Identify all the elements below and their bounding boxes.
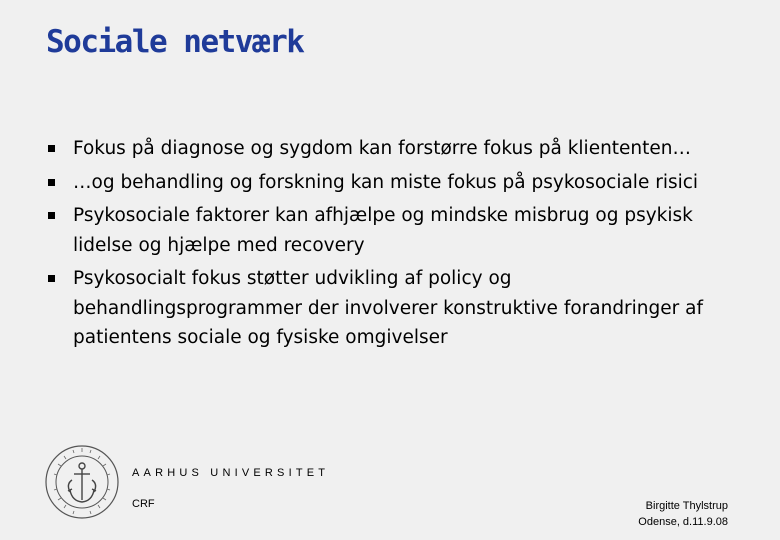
bullet-item [46, 168, 746, 198]
square-bullet-icon [48, 179, 55, 186]
department-label: CRF [132, 498, 155, 510]
bullet-item [46, 201, 746, 260]
bullet-text: Psykosociale faktorer kan afhjælpe og mindske misbrug og psykisk lidelse og hjælpe med recovery [73, 205, 693, 256]
bullet-item [46, 134, 746, 164]
author-block [638, 498, 728, 530]
bullet-list [46, 134, 746, 357]
bullet-text: …og behandling og forskning kan miste fokus på psykosociale risici [73, 171, 699, 193]
square-bullet-icon [48, 212, 55, 219]
author-name: Birgitte Thylstrup [645, 500, 728, 512]
bullet-text: Fokus på diagnose og sygdom kan forstørre fokus på kliententen… [73, 138, 692, 159]
university-name: AARHUS UNIVERSITET [132, 467, 330, 479]
slide-title: Sociale netværk [46, 24, 304, 60]
university-seal-icon [44, 444, 120, 520]
bullet-item [46, 264, 746, 353]
square-bullet-icon [48, 145, 55, 152]
bullet-text: Psykosocialt fokus støtter udvikling af policy og behandlingsprogrammer der involverer konstruktive forandringer af patientens sociale og fysiske omgivelser [73, 268, 703, 348]
square-bullet-icon [48, 275, 55, 282]
place-date: Odense, d.11.9.08 [638, 516, 728, 528]
